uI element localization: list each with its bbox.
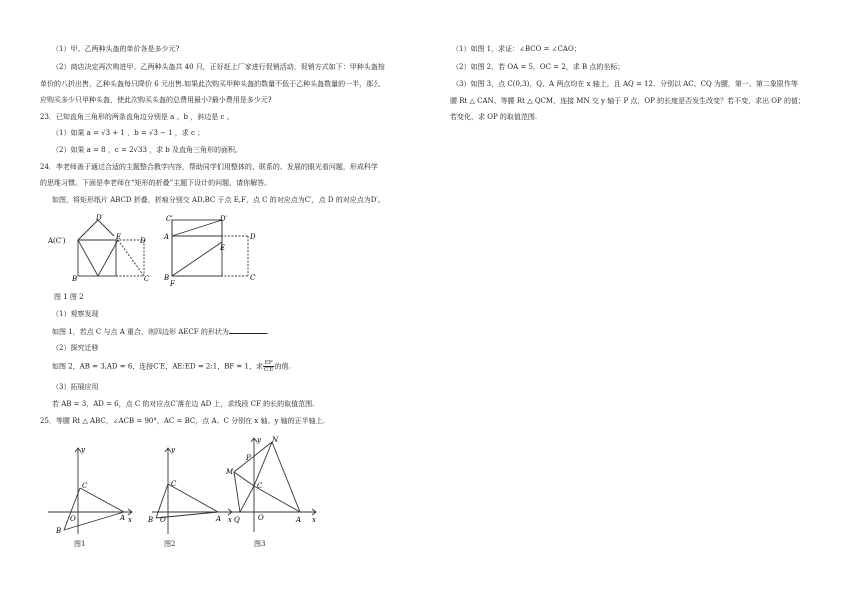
label-B: B xyxy=(72,275,78,283)
q25-part3-line3: 若变化，求 OP 的取值范围. xyxy=(450,113,538,121)
answer-blank[interactable] xyxy=(229,326,267,334)
label-D1: D′ xyxy=(220,215,228,223)
label-M: M xyxy=(226,468,234,476)
label-x: x xyxy=(312,516,316,524)
q24-figure-2 xyxy=(148,212,258,288)
label-y: y xyxy=(257,436,261,444)
q25-part3-line2: 腰 Rt △ CAN、等腰 Rt △ QCM，连接 MN 交 y 轴于 P 点，OP 的长度是否发生改变？若不变，求出 OP 的值； xyxy=(450,97,805,105)
q25-part2: （2）如图 2，若 OA = 5，OC = 2，求 B 点的坐标； xyxy=(452,63,625,71)
label-D: D xyxy=(140,237,146,245)
label-B: B xyxy=(164,274,170,282)
q24-figure-1 xyxy=(48,212,148,284)
q22-part2-line3: 应购买多少只甲种头盔，使此次购买头盔的总费用最小?最小费用是多少元? xyxy=(40,96,272,104)
label-C1: C′ xyxy=(166,215,173,223)
q25-figure-3-caption: 图3 xyxy=(254,540,266,548)
q25-part3-line1: （3）如图 3，点 C(0,3)，Q、A 两点均在 x 轴上，且 AQ = 12．分别以 AC、CQ 为腰，第一、第二象限作等 xyxy=(452,80,798,88)
q24-part3-title: （3）拓展应用 xyxy=(52,383,99,391)
label-A-C1: A(C′) xyxy=(48,237,66,245)
label-O: O xyxy=(70,515,76,523)
label-A: A xyxy=(296,516,302,524)
label-C: C xyxy=(171,480,177,488)
label-x: x xyxy=(228,516,232,524)
label-E: E xyxy=(220,244,226,252)
label-D1: D′ xyxy=(96,214,104,222)
q24-part2-title: （2）探究迁移 xyxy=(52,344,99,352)
q24-figure-caption: 图 1 图 2 xyxy=(54,293,84,301)
label-A: A xyxy=(120,514,126,522)
q22-part2-line2: 单价的八折出售，乙种头盔每只降价 6 元出售.如果此次购买甲种头盔的数量不低于乙种头盔数量的一半，那么 xyxy=(40,80,381,88)
label-O: O xyxy=(258,514,264,522)
label-N: N xyxy=(272,436,279,444)
label-B: B xyxy=(56,527,62,535)
q24-stem-line2: 的思维习惯。下面是李老师在“矩形的折叠”主题下设计的问题，请你解答。 xyxy=(40,179,272,187)
label-x: x xyxy=(128,516,132,524)
label-Q: Q xyxy=(234,516,240,524)
label-y: y xyxy=(81,446,85,454)
label-A: A xyxy=(164,233,170,241)
label-D: D xyxy=(250,233,256,241)
label-A: A xyxy=(216,515,222,523)
label-E: E xyxy=(116,233,122,241)
q25-figure-2-caption: 图2 xyxy=(164,540,176,548)
q22-part1: （1）甲、乙两种头盔的单价各是多少元? xyxy=(52,45,180,53)
q25-figure-2 xyxy=(144,436,234,536)
label-B: B xyxy=(148,516,154,524)
q25-part1: （1）如图 1，求证：∠BCO = ∠CAO； xyxy=(452,45,581,53)
label-C: C xyxy=(144,275,150,283)
q24-part1-title: （1）观察发现 xyxy=(52,310,99,318)
q23-stem: 23．已知直角三角形的两条直角边分别是 a 、b ，斜边是 c 。 xyxy=(40,113,234,121)
q25-figure-1 xyxy=(44,436,134,536)
q23-part2: （2）如果 a = 8 ，c = 2√33 ，求 b 及直角三角形的面积。 xyxy=(52,146,243,154)
q24-part3-text: 若 AB = 3，AD = 6，点 C 的对应点C′落在边 AD 上，求线段 CF 的长的取值范围. xyxy=(52,400,315,408)
fraction-ef-ce: $\frac{EF}{C'E}$ xyxy=(263,360,274,373)
q24-stem-line1: 24．李老师善于通过合适的主题整合教学内容，帮助同学们用整体的、联系的、发展的眼光看问题，形成科学 xyxy=(40,163,378,171)
label-C: C xyxy=(257,482,263,490)
q22-part2-line1: （2）商店决定再次购进甲、乙两种头盔共 40 只，正好赶上厂家进行促销活动，促销方式如下：甲种头盔按 xyxy=(52,63,385,71)
label-F: F xyxy=(170,280,175,288)
label-C: C xyxy=(82,482,88,490)
q25-stem: 25．等腰 Rt △ ABC，∠ACB = 90°，AC = BC，点 A、C 分别在 x 轴、y 轴的正半轴上. xyxy=(40,417,325,425)
q24-stem-line3: 如图，将矩形纸片 ABCD 折叠，折痕分别交 AD,BC 于点 E,F，点 C 的对应点为C′，点 D 的对应点为D′。 xyxy=(52,196,385,204)
q23-part1: （1）如果 a = √3 + 1 ，b = √3 − 1 ，求 c ； xyxy=(52,129,205,137)
q24-part2-text: 如图 2，AB = 3,AD = 6，连接C′E，AE:ED = 2:1，BF = 1，求 $\frac{EF}{C'E}$ 的值. xyxy=(52,360,291,373)
label-y: y xyxy=(171,446,175,454)
label-P: P xyxy=(246,454,251,462)
q25-figure-3 xyxy=(224,432,320,536)
label-O: O xyxy=(160,516,166,524)
q25-figure-1-caption: 图1 xyxy=(74,540,86,548)
q24-part1-text: 如图 1，若点 C 与点 A 重合，则四边形 AECF 的形状为 . xyxy=(52,328,270,336)
label-C: C xyxy=(250,274,256,282)
